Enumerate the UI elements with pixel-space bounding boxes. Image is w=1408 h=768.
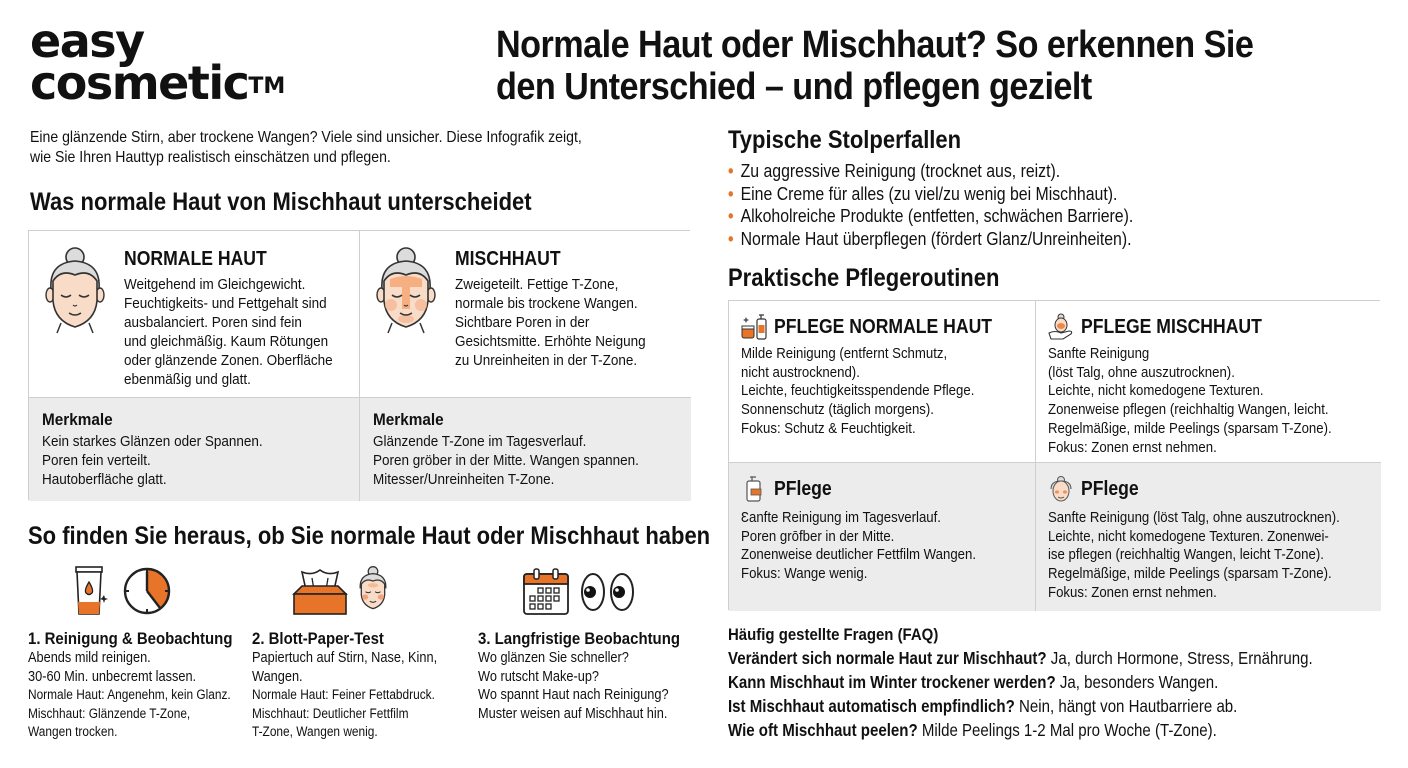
routine-card-text: Milde Reinigung (entfernt Schmutz, nicht austrocknend). Leichte, feuchtigkeitsspendende Pflege. Sonnenschutz (täglich morgens). Fokus: Schutz & Feuchtigkeit.	[741, 345, 975, 437]
step-3-text: Wo glänzen Sie schneller? Wo rutscht Make-up? Wo spannt Haut nach Reinigung? Muster weisen auf Mischhaut hin.	[478, 650, 669, 722]
normal-skin-description: Weitgehend im Gleichgewicht. Feuchtigkeits- und Fettgehalt sind ausbalanciert. Poren sind fein und gleichmäßig. Kaum Rötungen oder glänzende Zonen. Oberfläche ebenmäßig und glatt.	[124, 276, 333, 388]
faq-heading: Häufig gestellte Fragen (FAQ)	[728, 625, 939, 644]
steps-heading: So finden Sie heraus, ob Sie normale Haut oder Mischhaut haben	[28, 522, 711, 550]
pitfalls-heading: Typische Stolperfallen	[728, 126, 962, 154]
calendar-icon	[522, 568, 570, 616]
brand-logo	[30, 14, 286, 110]
normal-skin-card	[29, 231, 360, 398]
list-item: • Normale Haut überpflegen (fördert Glanz/Unreinheiten).	[728, 228, 1132, 249]
compare-heading: Was normale Haut von Mischhaut unterscheidet	[30, 188, 532, 216]
cleanser-tube-icon	[74, 566, 108, 616]
list-item: • Zu aggressive Reinigung (trocknet aus, reizt).	[728, 161, 1061, 181]
features-title: Merkmale	[373, 410, 444, 429]
care-routines-grid	[728, 300, 1380, 610]
faq-item	[728, 670, 1313, 694]
combination-skin-card	[360, 231, 691, 398]
faq-answer: Ja, besonders Wangen.	[1055, 672, 1219, 692]
routine-card-text: Sanfte Reinigung (löst Talg, ohne auszutrocknen). Leichte, nicht komedogene Texturen. Zonenweise pflegen (reichhaltig Wangen, leicht. Regelmäßige, milde Peelings (sparsam T-Zone). Fokus: Zonen ernst nehmen.	[1048, 345, 1332, 456]
routine-card-text: Sanfte Reinigung (löst Talg, ohne auszutrocknen). Leichte, nicht komedogene Texturen. Zonenwei- ise pflegen (reichhaltig Wangen, leicht T-Zone). Regelmäßige, milde Peelings (sparsam T-Zone). Fokus: Zonen ernst nehmen.	[1048, 509, 1340, 601]
faq-item	[728, 694, 1313, 718]
faq-question: Wie oft Mischhaut peelen?	[728, 720, 918, 740]
trademark-symbol: TM	[248, 74, 286, 99]
normal-skin-features	[29, 398, 360, 501]
hand-face-care-icon	[1047, 313, 1075, 341]
pump-bottle-icon	[740, 475, 768, 503]
faq-item	[728, 646, 1313, 670]
eyes-icon	[580, 568, 636, 616]
faq-question: Ist Mischhaut automatisch empfindlich?	[728, 696, 1015, 716]
routines-heading: Praktische Pflegeroutinen	[728, 264, 1000, 292]
skincare-products-icon	[740, 313, 768, 341]
bullet-icon: •	[728, 228, 734, 249]
faq-section	[728, 624, 1408, 742]
features-title: Merkmale	[42, 410, 113, 429]
features-list: Kein starkes Glänzen oder Spannen. Poren fein verteilt. Hautoberfläche glatt.	[42, 433, 263, 488]
intro-text: Eine glänzende Stirn, aber trockene Wangen? Viele sind unsicher. Diese Infografik zeigt, wie Sie Ihren Hauttyp realistisch einschätzen und pflegen.	[30, 129, 582, 166]
faq-answer: Ja, durch Hormone, Stress, Ernährung.	[1046, 648, 1313, 668]
list-item: • Alkoholreiche Produkte (entfetten, schwächen Barriere).	[728, 206, 1134, 226]
tissue-box-icon	[292, 568, 348, 616]
face-mask-icon	[1047, 475, 1075, 503]
brand-line1: easy	[30, 14, 144, 68]
faq-item	[728, 718, 1313, 742]
routine-card-title: PFLEGE NORMALE HAUT	[774, 316, 993, 338]
step-2-title: 2. Blott-Paper-Test	[252, 629, 384, 648]
face-normal-icon	[43, 245, 107, 335]
step-1-title: 1. Reinigung & Beobachtung	[28, 629, 233, 648]
face-blotted-icon	[356, 562, 390, 616]
bullet-icon: •	[728, 183, 734, 204]
step-2	[252, 560, 462, 742]
routine-card-title: PFLEGE MISCHHAUT	[1081, 316, 1262, 338]
routine-card-combination	[1036, 301, 1381, 463]
combination-skin-title: MISCHHAUT	[455, 248, 561, 270]
list-item: • Eine Creme für alles (zu viel/zu wenig bei Mischhaut).	[728, 183, 1118, 204]
routine-card-text: Ɛanfte Reinigung im Tagesverlauf. Poren grōfber in der Mitte. Zonenweise deutlicher Fettfilm Wangen. Fokus: Wange wenig.	[741, 509, 977, 583]
faq-question: Kann Mischhaut im Winter trockener werden?	[728, 672, 1056, 692]
features-list: Glänzende T-Zone im Tagesverlauf. Poren gröber in der Mitte. Wangen spannen. Mitesser/Unreinheiten T-Zone.	[373, 433, 639, 488]
faq-answer: Milde Peelings 1-2 Mal pro Woche (T-Zone).	[917, 720, 1217, 740]
page-title: Normale Haut oder Mischhaut? So erkennen Sie den Unterschied – und pflegen gezielt	[496, 24, 1254, 108]
bullet-icon: •	[728, 161, 734, 181]
bullet-icon: •	[728, 206, 734, 226]
normal-skin-title: NORMALE HAUT	[124, 248, 267, 270]
routine-card-3	[729, 463, 1036, 611]
faq-answer: Nein, hängt von Hautbarriere ab.	[1014, 696, 1238, 716]
pitfalls-list	[728, 160, 1189, 250]
routine-card-normal	[729, 301, 1036, 463]
brand-line2: cosmetic™	[30, 56, 286, 110]
routine-card-4	[1036, 463, 1381, 611]
faq-question: Verändert sich normale Haut zur Mischhaut?	[728, 648, 1047, 668]
combination-skin-features	[360, 398, 691, 501]
face-tzone-icon	[374, 245, 438, 335]
step-3-title: 3. Langfristige Beobachtung	[478, 629, 680, 648]
step-1	[28, 560, 260, 742]
routine-card-title: PFlege	[1081, 478, 1139, 500]
step-1-text: Abends mild reinigen. 30-60 Min. unbecremt lassen. Normale Haut: Angenehm, kein Glanz. Mischhaut: Glänzende T-Zone, Wangen trocken.	[28, 650, 231, 739]
step-2-text: Papiertuch auf Stirn, Nase, Kinn, Wangen. Normale Haut: Feiner Fettabdruck. Mischhaut: Deutlicher Fettfilm T-Zone, Wangen wenig.	[252, 650, 438, 739]
combination-skin-description: Zweigeteilt. Fettige T-Zone, normale bis trockene Wangen. Sichtbare Poren in der Gesichtsmitte. Erhöhte Neigung zu Unreinheiten in der T-Zone.	[455, 276, 646, 369]
step-3	[478, 560, 708, 723]
routine-card-title: PFlege	[774, 478, 832, 500]
clock-icon	[122, 566, 172, 616]
skin-type-comparison-table	[28, 230, 690, 500]
